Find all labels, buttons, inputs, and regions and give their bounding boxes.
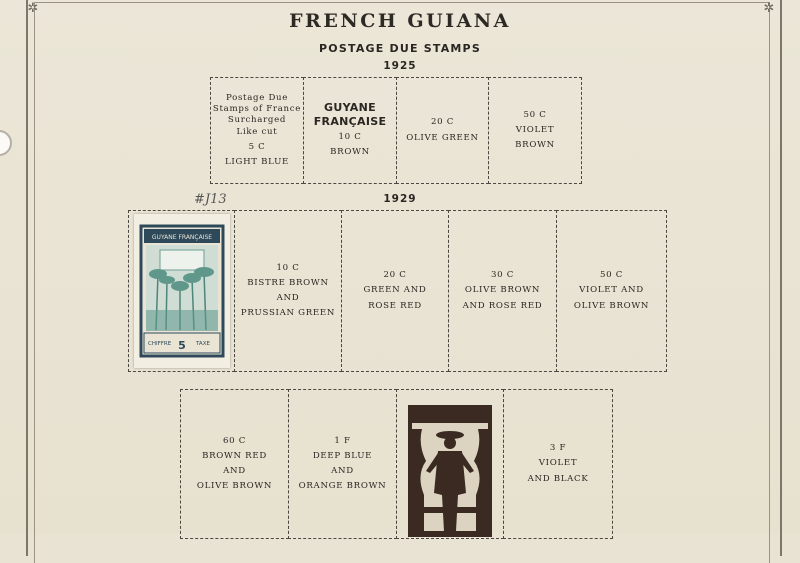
stamp-space-1929-3f bbox=[503, 389, 613, 539]
stamp-bottom-right: TAXE bbox=[196, 341, 210, 347]
stamp-space-1925-20c bbox=[396, 77, 489, 184]
cell-text: ROSE RED bbox=[368, 300, 422, 311]
cell-text: 20 C bbox=[383, 270, 407, 281]
stamp-bottom-left: CHIFFRE bbox=[148, 341, 172, 347]
cell-text: BISTRE BROWN bbox=[247, 277, 329, 288]
stamp-space-1929-1f bbox=[288, 389, 397, 539]
native-figure-illustration bbox=[408, 405, 492, 537]
stamp-space-1929-60c bbox=[180, 389, 289, 539]
cell-text: Stamps of France bbox=[212, 104, 302, 115]
page-title: FRENCH GUIANA bbox=[289, 10, 511, 32]
cell-text: 20 C bbox=[430, 117, 455, 128]
overprint-text: GUYANE bbox=[324, 100, 376, 114]
corner-ornament-left: ✲ bbox=[27, 1, 39, 16]
stamp-top-text: GUYANE FRANÇAISE bbox=[151, 234, 213, 241]
cell-text: 50 C bbox=[523, 109, 547, 120]
cell-text: VIOLET bbox=[515, 124, 555, 135]
cell-text: OLIVE BROWN bbox=[573, 300, 650, 311]
stamp-space-1925-5c bbox=[210, 77, 304, 184]
corner-ornament-right: ✲ bbox=[763, 1, 775, 16]
cell-text: LIGHT BLUE bbox=[225, 156, 289, 167]
mounted-stamp bbox=[134, 214, 230, 368]
cell-text: 3 F bbox=[549, 443, 567, 454]
cell-text: 10 C bbox=[338, 132, 362, 143]
cell-text: 50 C bbox=[599, 270, 624, 281]
cell-text: BROWN bbox=[515, 140, 555, 151]
year-1929: 1929 bbox=[383, 193, 417, 205]
cell-text: ORANGE BROWN bbox=[298, 481, 387, 492]
cell-text: 30 C bbox=[490, 270, 515, 281]
page-subtitle: POSTAGE DUE STAMPS bbox=[319, 42, 481, 55]
cell-text: AND bbox=[331, 466, 354, 476]
cell-text: AND BLACK bbox=[527, 473, 589, 484]
stamp-illustration bbox=[134, 214, 230, 368]
stamp-space-1929-10c bbox=[234, 210, 342, 372]
cell-text: AND ROSE RED bbox=[462, 300, 543, 311]
cell-text: BROWN bbox=[330, 147, 370, 158]
cell-text: OLIVE BROWN bbox=[464, 285, 541, 296]
cell-text: DEEP BLUE bbox=[312, 450, 373, 461]
cell-text: OLIVE BROWN bbox=[196, 481, 273, 492]
cell-text: GREEN AND bbox=[363, 285, 427, 296]
cell-text: OLIVE GREEN bbox=[406, 132, 479, 143]
cell-text: BROWN RED bbox=[202, 450, 267, 461]
stamp-space-1929-50c bbox=[556, 210, 667, 372]
stamp-space-1929-30c bbox=[448, 210, 557, 372]
cell-text: PRUSSIAN GREEN bbox=[240, 308, 336, 319]
stamp-space-1929-illustration bbox=[396, 389, 504, 539]
cell-text: VIOLET bbox=[538, 458, 578, 469]
binder-hole bbox=[0, 130, 12, 156]
cell-text: Like cut bbox=[236, 126, 278, 137]
cell-text: 10 C bbox=[276, 262, 300, 273]
stamp-space-1929-20c bbox=[341, 210, 449, 372]
cell-text: VIOLET AND bbox=[579, 285, 644, 296]
handwritten-note: #J13 bbox=[194, 192, 227, 207]
overprint-text: FRANÇAISE bbox=[313, 115, 387, 129]
cell-text: AND bbox=[223, 466, 246, 476]
cell-text: 5 C bbox=[248, 141, 266, 152]
cell-text: Postage Due bbox=[225, 93, 289, 104]
cell-text: Surcharged bbox=[227, 115, 287, 126]
stamp-space-1925-10c bbox=[303, 77, 397, 184]
cell-text: 60 C bbox=[222, 435, 247, 446]
stamp-space-1925-50c bbox=[488, 77, 582, 184]
year-1925: 1925 bbox=[383, 60, 417, 72]
stamp-value: 5 bbox=[178, 339, 186, 352]
cell-text: 1 F bbox=[334, 435, 351, 446]
cell-text: AND bbox=[276, 293, 300, 303]
